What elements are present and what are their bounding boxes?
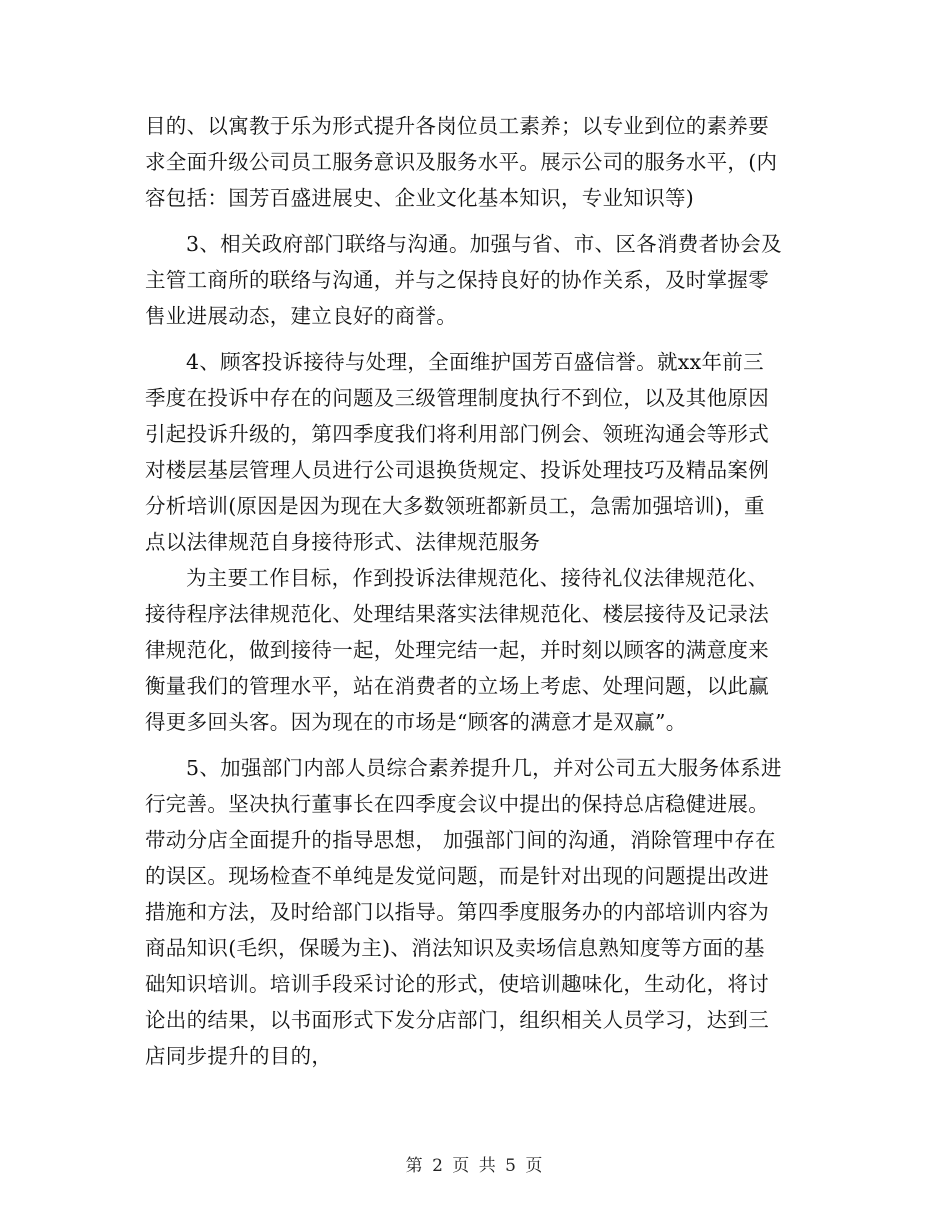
text-line: 为主要工作目标，作到投诉法律规范化、接待礼仪法律规范化、 bbox=[186, 566, 769, 590]
text-line: 律规范化，做到接待一起，处理完结一起，并时刻以顾客的满意度来 bbox=[145, 638, 769, 662]
text-line: 5、加强部门内部人员综合素养提升几，并对公司五大服务体系进 bbox=[186, 756, 782, 780]
text-line: 行完善。坚决执行董事长在四季度会议中提出的保持总店稳健进展。 bbox=[145, 792, 769, 816]
text-line: 店同步提升的目的， bbox=[145, 1044, 333, 1068]
text-line: 带动分店全面提升的指导思想， 加强部门间的沟通，消除管理中存在 bbox=[145, 828, 776, 852]
text-line: 4、顾客投诉接待与处理，全面维护国芳百盛信誉。就xx年前三 bbox=[186, 350, 764, 374]
text-line: 得更多回头客。因为现在的市场是“顾客的满意才是双赢”。 bbox=[145, 710, 687, 734]
text-line: 础知识培训。培训手段采讨论的形式，使培训趣味化，生动化，将讨 bbox=[145, 972, 769, 996]
text-line: 3、相关政府部门联络与沟通。加强与省、市、区各消费者协会及 bbox=[186, 232, 782, 256]
text-line: 措施和方法，及时给部门以指导。第四季度服务办的内部培训内容为 bbox=[145, 900, 769, 924]
text-line: 商品知识(毛织，保暖为主)、消法知识及卖场信息熟知度等方面的基 bbox=[145, 936, 765, 960]
text-line: 季度在投诉中存在的问题及三级管理制度执行不到位，以及其他原因 bbox=[145, 386, 769, 410]
page-number-footer: 第 2 页 共 5 页 bbox=[405, 1156, 545, 1176]
text-line: 接待程序法律规范化、处理结果落实法律规范化、楼层接待及记录法 bbox=[145, 602, 769, 626]
text-line: 的误区。现场检查不单纯是发觉问题，而是针对出现的问题提出改进 bbox=[145, 864, 769, 888]
text-line: 分析培训(原因是因为现在大多数领班都新员工，急需加强培训)，重 bbox=[145, 494, 765, 518]
text-line: 引起投诉升级的，第四季度我们将利用部门例会、领班沟通会等形式 bbox=[145, 422, 769, 446]
text-line: 求全面升级公司员工服务意识及服务水平。展示公司的服务水平，(内 bbox=[145, 150, 778, 174]
text-line: 对楼层基层管理人员进行公司退换货规定、投诉处理技巧及精品案例 bbox=[145, 458, 769, 482]
text-line: 容包括：国芳百盛进展史、企业文化基本知识，专业知识等) bbox=[145, 186, 695, 210]
text-line: 主管工商所的联络与沟通，并与之保持良好的协作关系，及时掌握零 bbox=[145, 268, 769, 292]
text-line: 目的、以寓教于乐为形式提升各岗位员工素养；以专业到位的素养要 bbox=[145, 114, 769, 138]
text-line: 点以法律规范自身接待形式、法律规范服务 bbox=[145, 530, 541, 554]
text-line: 论出的结果，以书面形式下发分店部门，组织相关人员学习，达到三 bbox=[145, 1008, 769, 1032]
text-line: 衡量我们的管理水平，站在消费者的立场上考虑、处理问题，以此赢 bbox=[145, 674, 769, 698]
text-line: 售业进展动态，建立良好的商誉。 bbox=[145, 304, 457, 328]
